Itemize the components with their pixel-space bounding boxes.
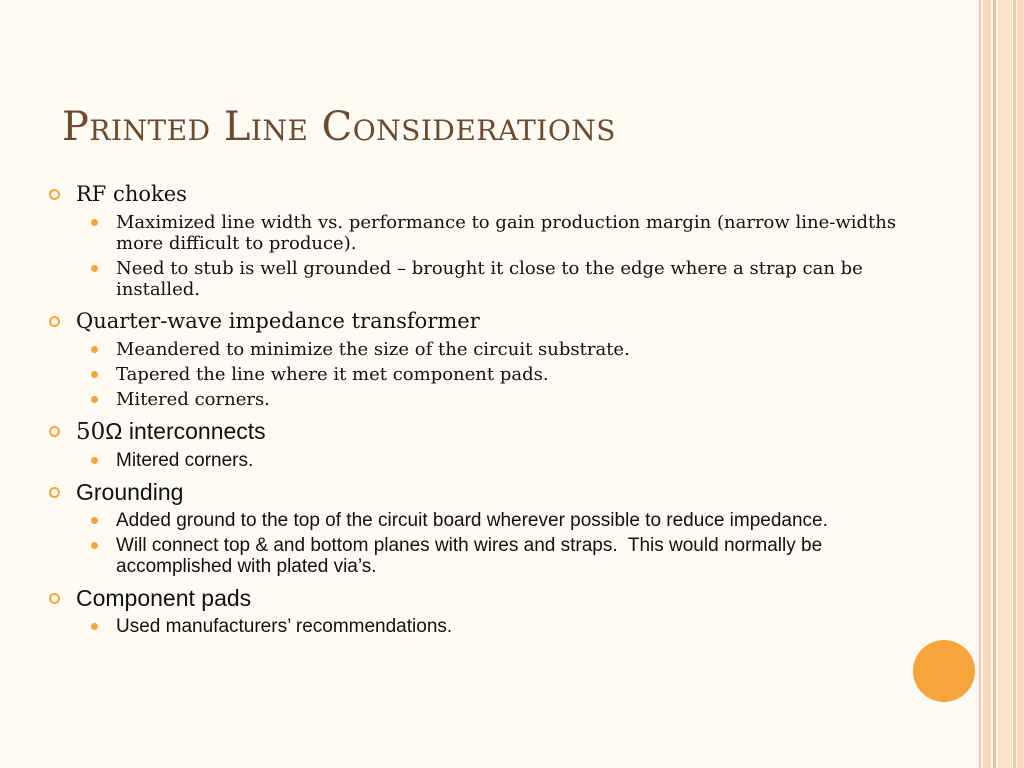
decorative-circle (913, 640, 975, 702)
ring-bullet-icon (49, 487, 60, 498)
bullet-label-prefix: 50 (76, 419, 106, 445)
sub-bullet (46, 389, 916, 410)
decorative-stripe (1017, 0, 1024, 768)
sub-bullet-text: Meandered to minimize the size of the circuit substrate. (116, 339, 630, 360)
dot-bullet-icon (91, 219, 98, 226)
dot-bullet-icon (91, 457, 98, 464)
sub-bullet (46, 258, 916, 300)
bullet-label: RF chokes (76, 182, 187, 206)
dot-bullet-icon (91, 346, 98, 353)
dot-bullet-icon (91, 265, 98, 272)
sub-bullet (46, 212, 916, 254)
sub-bullet (46, 510, 916, 531)
sub-bullet-text: Used manufacturers’ recommendations. (116, 616, 453, 637)
bullet-label: Ω interconnects (105, 418, 266, 444)
sub-bullet-text: Maximized line width vs. performance to gain production margin (narrow line-widths more difficult to produce). (116, 212, 897, 254)
bullet-component-pads (46, 584, 916, 612)
ring-bullet-icon (49, 316, 60, 327)
sub-bullet (46, 450, 916, 471)
sub-bullet-text: Mitered corners. (116, 389, 270, 410)
sub-bullet (46, 616, 916, 637)
decorative-stripe (979, 0, 981, 768)
sub-bullet-text: Need to stub is well grounded – brought it close to the edge where a strap can be installed. (116, 258, 863, 300)
decorative-stripe (983, 0, 991, 768)
bullet-label: Grounding (76, 479, 184, 505)
ring-bullet-icon (49, 189, 60, 200)
dot-bullet-icon (91, 517, 98, 524)
ring-bullet-icon (49, 426, 60, 437)
bullet-quarter-wave (46, 307, 916, 335)
bullet-grounding (46, 478, 916, 506)
dot-bullet-icon (91, 623, 98, 630)
sub-bullet (46, 364, 916, 385)
sub-bullet-text: Tapered the line where it met component pads. (116, 364, 549, 385)
decorative-stripe (998, 0, 1012, 768)
bullet-label: Component pads (76, 585, 252, 611)
sub-bullet-text: Added ground to the top of the circuit board wherever possible to reduce impedance. (116, 510, 828, 531)
dot-bullet-icon (91, 396, 98, 403)
bullet-label: Quarter-wave impedance transformer (76, 309, 480, 333)
bullet-rf-chokes (46, 180, 916, 208)
sub-bullet-text: Mitered corners. (116, 450, 254, 471)
decorative-stripe (1013, 0, 1016, 768)
bullet-list (46, 180, 916, 637)
ring-bullet-icon (49, 593, 60, 604)
sub-bullet-text: Will connect top & and bottom planes with wires and straps. This would normally be accomplished with plated via’s. (116, 535, 828, 577)
dot-bullet-icon (91, 542, 98, 549)
slide-title: Printed Line Considerations (62, 104, 616, 150)
sub-bullet (46, 535, 916, 577)
dot-bullet-icon (91, 371, 98, 378)
sub-bullet (46, 339, 916, 360)
decorative-stripe (993, 0, 996, 768)
bullet-interconnects (46, 417, 916, 446)
